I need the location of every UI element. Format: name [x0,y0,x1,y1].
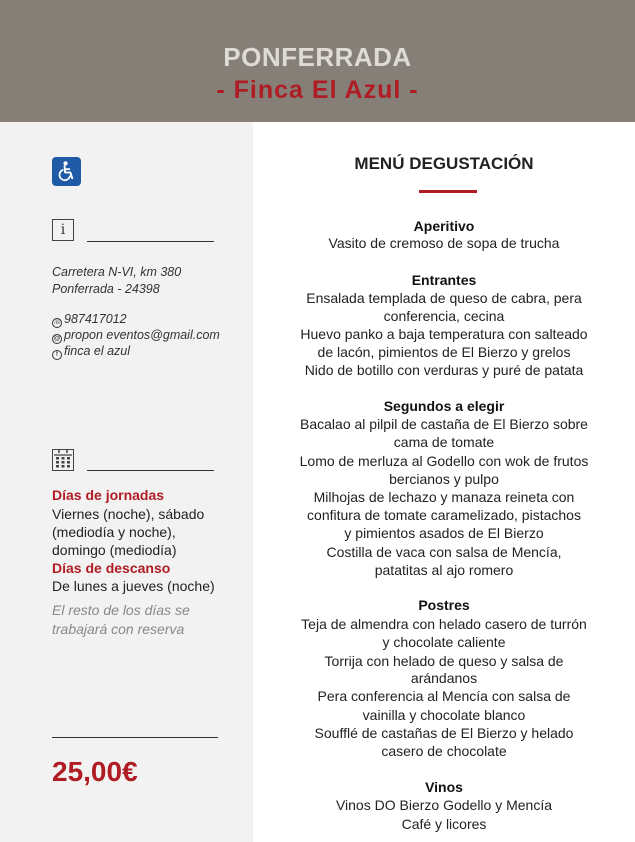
menu-price: 25,00€ [52,756,138,787]
menu-item: Bacalao al pilpil de castaña de El Bierzo sobre [300,416,588,432]
days-label: Días de jornadas [52,487,165,503]
calendar-icon [52,449,74,471]
divider [87,470,214,471]
section-heading-postres: Postres [418,597,470,613]
info-icon: i [52,219,74,241]
menu-item: cama de tomate [393,434,495,450]
days-line-2: (mediodía y noche), [52,524,176,540]
section-heading-aperitivo: Aperitivo [413,218,475,234]
phone-contact [52,312,127,328]
address-line-2: Ponferrada - 24398 [52,282,160,296]
menu-item: Vinos DO Bierzo Godello y Mencía [335,797,553,813]
menu-item: conferencia, cecina [383,308,505,324]
facebook-name: finca el azul [64,344,131,358]
address-line-1: Carretera N-VI, km 380 [52,265,182,279]
rest-label: Días de descanso [52,560,171,576]
days-line-3: domingo (mediodía) [52,542,177,558]
menu-item: Nido de botillo con verduras y puré de patata [304,362,584,378]
menu-item: Huevo panko a baja temperatura con salteado [300,326,588,342]
menu-title: MENÚ DEGUSTACIÓN [354,154,534,173]
menu-item: confitura de tomate caramelizado, pistachos [307,507,581,523]
menu-item: de lacón, pimientos de El Bierzo y grelos [317,344,571,360]
menu-item: y pimientos asados de El Bierzo [344,525,544,541]
days-line-1: Viernes (noche), sábado [52,506,205,522]
menu-item: Pera conferencia al Mencía con salsa de [317,688,571,704]
reservation-note-1: El resto de los días se [52,602,190,618]
rest-days: De lunes a jueves (noche) [52,578,215,594]
menu-item: arándanos [410,670,478,686]
facebook-icon: f [52,350,62,360]
menu-item: patatitas al ajo romero [374,562,514,578]
header-banner [0,0,635,122]
reservation-note-2: trabajará con reserva [52,621,185,637]
divider [87,241,214,242]
menu-item: Soufflé de castañas de El Bierzo y helado [314,725,574,741]
menu-item: vainilla y chocolate blanco [362,707,526,723]
menu-item: casero de chocolate [381,743,507,759]
phone-icon: ☏ [53,319,62,326]
menu-item: Costilla de vaca con salsa de Mencía, [326,544,562,560]
divider [52,737,218,738]
menu-item: Ensalada templada de queso de cabra, pera [306,290,582,306]
menu-item: Teja de almendra con helado casero de turrón [301,616,587,632]
menu-item: Vasito de cremoso de sopa de trucha [328,235,560,251]
menu-item: Lomo de merluza al Godello con wok de frutos [299,453,589,469]
section-heading-segundos: Segundos a elegir [383,398,505,414]
menu-item: Café y licores [401,816,487,832]
menu-item: y chocolate caliente [382,634,506,650]
wheelchair-accessible-icon [52,157,81,186]
city-title: PONFERRADA [223,42,412,72]
sidebar-panel [0,122,253,842]
phone-number: 987417012 [64,312,127,326]
at-icon: @ [53,335,61,342]
facebook-contact [52,344,130,360]
title-accent-bar [419,190,477,193]
email-contact [52,328,220,344]
section-heading-entrantes: Entrantes [411,272,477,288]
menu-item: Torrija con helado de queso y salsa de [324,653,564,669]
venue-title: - Finca El Azul - [216,76,419,104]
menu-item: Milhojas de lechazo y manaza reineta con [313,489,575,505]
email-address: propon eventos@gmail.com [64,328,220,342]
menu-item: bercianos y pulpo [389,471,499,487]
section-heading-vinos: Vinos [425,779,463,795]
